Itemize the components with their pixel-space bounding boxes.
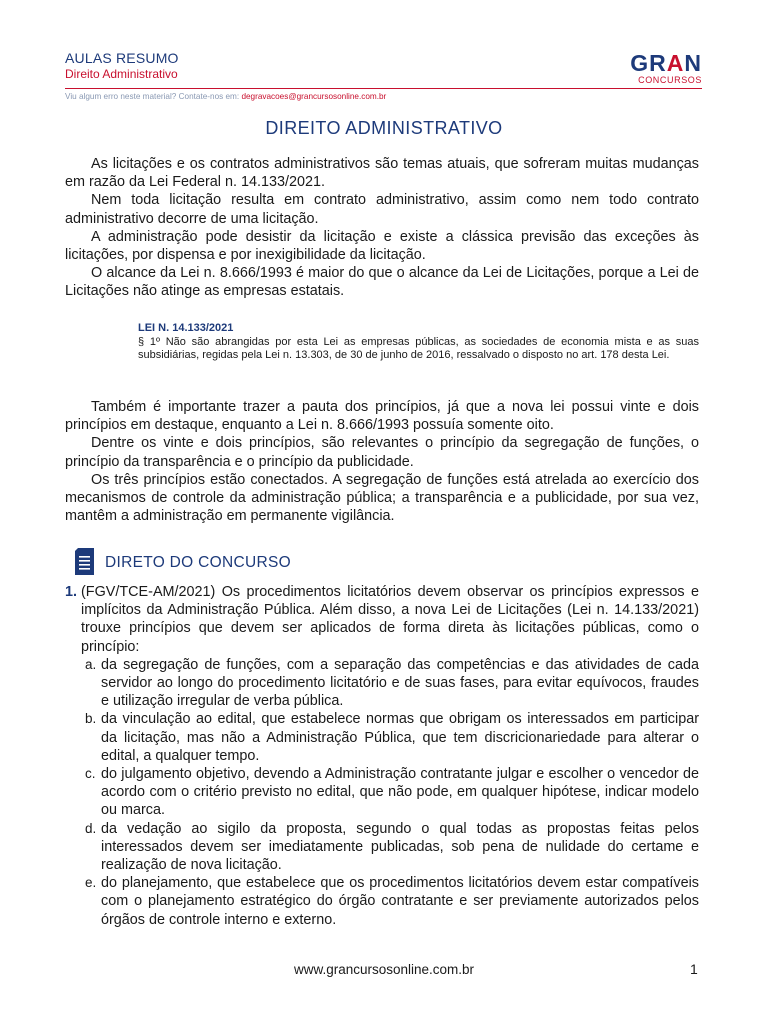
page-header (65, 50, 702, 92)
question-number: 1. (65, 584, 78, 600)
option-letter: d. (85, 820, 97, 836)
paragraph: Também é importante trazer a pauta dos princípios, já que a nova lei possui vinte e dois princípios em destaque, enquanto a Lei n. 8.666/1993 possuía somente oito. (65, 399, 699, 434)
header-subtitle: Direito Administrativo (65, 67, 178, 81)
contact-line (65, 92, 386, 101)
option-text: da vinculação ao edital, que estabelece normas que obrigam os interessados em participar da licitação, mas não a Administração Pública, que tem discricionariedade para alterar o edital, a qualquer tempo. (101, 711, 699, 764)
logo-part-a: A (666, 50, 685, 76)
paragraph: O alcance da Lei n. 8.666/1993 é maior do que o alcance da Lei de Licitações, porque a Lei de Licitações não atinge as empresas estatais. (65, 265, 699, 300)
paragraph: As licitações e os contratos administrativos são temas atuais, que sofreram muitas mudanças em razão da Lei Federal n. 14.133/2021. (65, 156, 699, 191)
paragraph: Nem toda licitação resulta em contrato administrativo, assim como nem todo contrato administrativo decorre de uma licitação. (65, 192, 699, 227)
option-text: do julgamento objetivo, devendo a Administração contratante julgar e escolher o vencedor de acordo com o critério previsto no edital, que não pode, em qualquer hipótese, indicar modelo ou marca. (101, 766, 699, 819)
question (65, 583, 699, 929)
gran-logo (618, 52, 702, 86)
option-text: da segregação de funções, com a separação das competências e das atividades de cada servidor ao longo do procedimento licitatório e de suas fases, para evitar equívocos, fraudes e utilização irregular de verba pública. (101, 656, 699, 710)
law-quote (138, 322, 699, 363)
option-b (85, 710, 699, 765)
option-text: da vedação ao sigilo da proposta, segundo o qual todas as propostas feitas pelos interessados devem ser imediatamente publicadas, sob pena de nulidade do certame e realização de nova licitação. (101, 820, 699, 874)
paragraph: Dentre os vinte e dois princípios, são relevantes o princípio da segregação de funções, o princípio da transparência e o princípio da publicidade. (65, 435, 699, 470)
paragraph: A administração pode desistir da licitação e existe a clássica previsão das exceções às licitações, por dispensa e por inexigibilidade da licitação. (65, 228, 699, 264)
contact-prefix: Viu algum erro neste material? Contate-nos em: (65, 92, 242, 101)
header-divider (65, 88, 702, 89)
document-icon (75, 548, 94, 575)
option-letter: b. (85, 711, 97, 727)
option-letter: c. (85, 766, 96, 782)
option-d (85, 820, 699, 875)
header-title: AULAS RESUMO (65, 50, 179, 66)
logo-part-2: N (684, 50, 702, 76)
logo-part-1: GR (630, 50, 667, 76)
law-title: LEI N. 14.133/2021 (138, 322, 234, 334)
section-header (75, 548, 375, 578)
principles-text (65, 398, 699, 525)
section-title: DIRETO DO CONCURSO (105, 554, 291, 571)
option-c (85, 765, 699, 820)
page-title: DIREITO ADMINISTRATIVO (265, 118, 503, 138)
option-text: do planejamento, que estabelece que os procedimentos licitatórios devem estar compatíveis com o planejamento estratégico do órgão contratante e ser previamente autorizados pelos órgãos de controle interno e externo. (101, 875, 699, 928)
option-letter: a. (85, 656, 97, 672)
intro-text (65, 155, 699, 301)
footer-website-link[interactable]: www.grancursosonline.com.br (293, 962, 475, 977)
question-text: (FGV/TCE-AM/2021) Os procedimentos licitatórios devem observar os princípios expressos e implícitos da Administração Pública. Além disso, a nova Lei de Licitações (Lei n. 14.133/2021) trouxe princípios que devem ser aplicados de forma direta às licitações públicas, como o princípio: (81, 584, 699, 655)
logo-subtext: CONCURSOS (638, 75, 702, 85)
option-letter: e. (85, 875, 97, 891)
page-number: 1 (690, 961, 698, 977)
option-e (85, 874, 699, 929)
law-text: § 1º Não são abrangidas por esta Lei as empresas públicas, as sociedades de economia mista e as suas subsidiárias, regidas pela Lei n. 13.303, de 30 de junho de 2016, ressalvado o disposto no art. 178 desta Lei. (138, 335, 699, 362)
logo-wordmark (618, 52, 702, 75)
option-a (85, 656, 699, 711)
paragraph: Os três princípios estão conectados. A segregação de funções está atrelada ao exercício dos mecanismos de controle da administração pública; a transparência e a publicidade, por sua vez, mantêm a administração em permanente vigilância. (65, 471, 699, 525)
contact-email-link[interactable]: degravacoes@grancursosonline.com.br (241, 92, 387, 101)
